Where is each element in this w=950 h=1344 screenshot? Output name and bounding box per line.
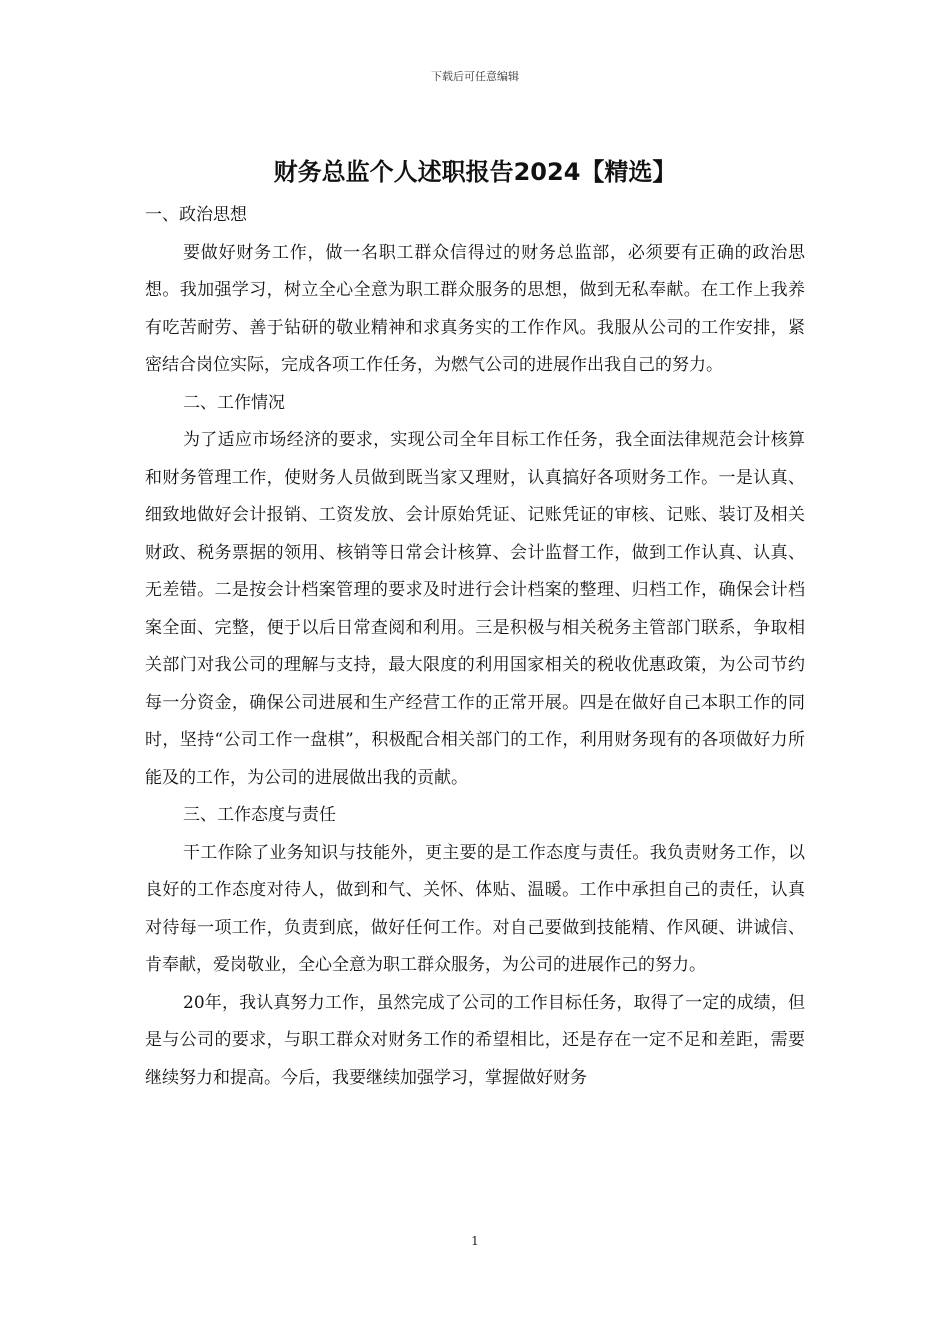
paragraph-work: 为了适应市场经济的要求，实现公司全年目标工作任务，我全面法律规范会计核算和财务管理工作，使财务人员做到既当家又理财，认真搞好各项财务工作。一是认真、细致地做好会计报销、工资发放、会计原始凭证、记账凭证的审核、记账、装订及相关财政、税务票据的领用、核销等日常会计核算、会计监督工作，做到工作认真、认真、无差错。二是按会计档案管理的要求及时进行会计档案的整理、归档工作，确保会计档案全面、完整，便于以后日常查阅和利用。三是积极与相关税务主管部门联系，争取相关部门对我公司的理解与支持，最大限度的利用国家相关的税收优惠政策，为公司节约每一分资金，确保公司进展和生产经营工作的正常开展。四是在做好自己本职工作的同时，坚持“公司工作一盘棋”，积极配合相关部门的工作，利用财务现有的各项做好力所能及的工作，为公司的进展做出我的贡献。	[145, 430, 805, 788]
section-heading-politics: 一、政治思想	[145, 205, 247, 225]
document-body	[145, 197, 805, 1097]
paragraph-attitude: 干工作除了业务知识与技能外，更主要的是工作态度与责任。我负责财务工作，以良好的工作态度对待人，做到和气、关怀、体贴、温暖。工作中承担自己的责任，认真对待每一项工作，负责到底，做好任何工作。对自己要做到技能精、作风硬、讲诚信、肯奉献，爱岗敬业，全心全意为职工群众服务，为公司的进展作己的努力。	[145, 842, 805, 975]
document-title: 财务总监个人述职报告2024【精选】	[273, 158, 677, 186]
paragraph-politics: 要做好财务工作，做一名职工群众信得过的财务总监部，必须要有正确的政治思想。我加强学习，树立全心全意为职工群众服务的思想，做到无私奉献。在工作上我养有吃苦耐劳、善于钻研的敬业精神和求真务实的工作作风。我服从公司的工作安排，紧密结合岗位实际，完成各项工作任务，为燃气公司的进展作出我自己的努力。	[145, 242, 805, 375]
page-number: 1	[471, 1234, 479, 1248]
section-heading-attitude: 三、工作态度与责任	[183, 805, 336, 825]
section-heading-work: 二、工作情况	[183, 392, 285, 413]
header-note: 下载后可任意编辑	[431, 70, 519, 83]
paragraph-summary: 20年，我认真努力工作，虽然完成了公司的工作目标任务，取得了一定的成绩，但是与公司的要求，与职工群众对财务工作的希望相比，还是存在一定不足和差距，需要继续努力和提高。今后，我要继续加强学习，掌握做好财务	[145, 992, 805, 1088]
